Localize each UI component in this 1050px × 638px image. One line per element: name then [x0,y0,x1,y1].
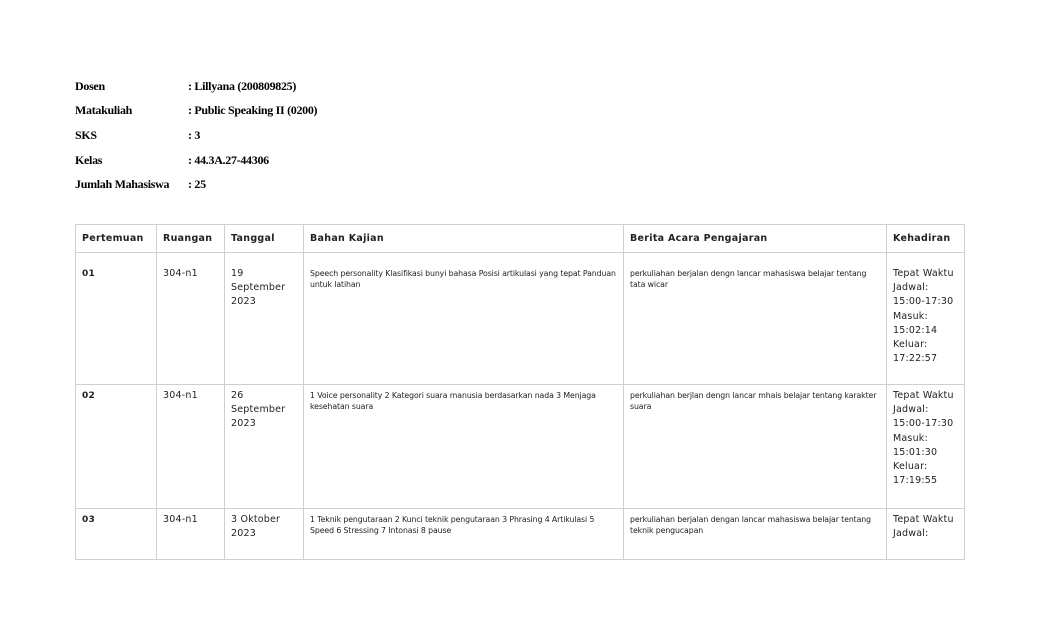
kehadiran-line: 15:00-17:30 [893,296,954,308]
cell-bahan-kajian: 1 Voice personality 2 Kategori suara manusia berdasarkan nada 3 Menjaga kesehatan suara [304,385,624,509]
kehadiran-line: 17:22:57 [893,353,938,365]
cell-tanggal: 3 Oktober 2023 [225,509,304,560]
header-kehadiran: Kehadiran [887,225,965,253]
cell-tanggal: 26 September 2023 [225,385,304,509]
info-value: : Lillyana (200809825) [188,78,297,93]
header-bahan-kajian: Bahan Kajian [304,225,624,253]
info-value: : Public Speaking II (0200) [188,103,318,118]
table-row [76,263,965,385]
cell-berita-acara: perkuliahan berjalan dengn lancar mahasiswa belajar tentang tata wicar [624,263,887,385]
table-row [76,509,965,560]
cell-kehadiran [887,509,965,560]
kehadiran-line: 17:19:55 [893,475,938,487]
teaching-report-table [75,224,965,560]
cell-pertemuan: 03 [76,509,157,560]
header-berita-acara: Berita Acara Pengajaran [624,225,887,253]
kehadiran-line: Tepat Waktu [893,268,954,279]
header-tanggal: Tanggal [225,225,304,253]
table-header-row [76,225,965,253]
info-value: : 44.3A.27-44306 [188,152,269,167]
info-row-matakuliah [75,99,317,124]
kehadiran-line: Keluar: [893,339,928,351]
table-row [76,385,965,509]
cell-pertemuan: 02 [76,385,157,509]
cell-ruangan: 304-n1 [157,263,225,385]
info-value: : 25 [188,177,206,192]
kehadiran-line: Keluar: [893,461,928,473]
header-ruangan: Ruangan [157,225,225,253]
cell-pertemuan: 01 [76,263,157,385]
cell-berita-acara: perkuliahan berjalan dengan lancar mahasiswa belajar tentang teknik pengucapan [624,509,887,560]
info-label: Matakuliah [75,103,133,118]
cell-tanggal: 19 September 2023 [225,263,304,385]
table-spacer [76,253,965,264]
cell-ruangan: 304-n1 [157,509,225,560]
cell-berita-acara: perkuliahan berjlan dengn lancar mhais belajar tentang karakter suara [624,385,887,509]
kehadiran-line: Masuk: [893,432,928,444]
kehadiran-line: Masuk: [893,310,928,322]
info-row-jumlah-mahasiswa [75,172,317,197]
cell-ruangan: 304-n1 [157,385,225,509]
info-label: Dosen [75,78,105,93]
info-row-kelas [75,148,317,173]
info-label: SKS [75,127,97,142]
kehadiran-line: 15:00-17:30 [893,418,954,430]
course-info [75,74,317,197]
info-row-sks [75,123,317,148]
cell-bahan-kajian: 1 Teknik pengutaraan 2 Kunci teknik pengutaraan 3 Phrasing 4 Artikulasi 5 Speed 6 Stressing 7 Intonasi 8 pause [304,509,624,560]
kehadiran-line: 15:02:14 [893,324,938,336]
info-label: Kelas [75,152,103,167]
cell-kehadiran [887,385,965,509]
cell-kehadiran [887,263,965,385]
kehadiran-line: Tepat Waktu [893,514,954,525]
cell-bahan-kajian: Speech personality Klasifikasi bunyi bahasa Posisi artikulasi yang tepat Panduan untuk latihan [304,263,624,385]
info-row-dosen [75,74,317,99]
header-pertemuan: Pertemuan [76,225,157,253]
info-value: : 3 [188,127,201,142]
kehadiran-line: Jadwal: [893,528,929,540]
kehadiran-line: Tepat Waktu [893,390,954,401]
kehadiran-line: 15:01:30 [893,446,938,458]
kehadiran-line: Jadwal: [893,282,929,294]
info-label: Jumlah Mahasiswa [75,177,170,192]
kehadiran-line: Jadwal: [893,404,929,416]
